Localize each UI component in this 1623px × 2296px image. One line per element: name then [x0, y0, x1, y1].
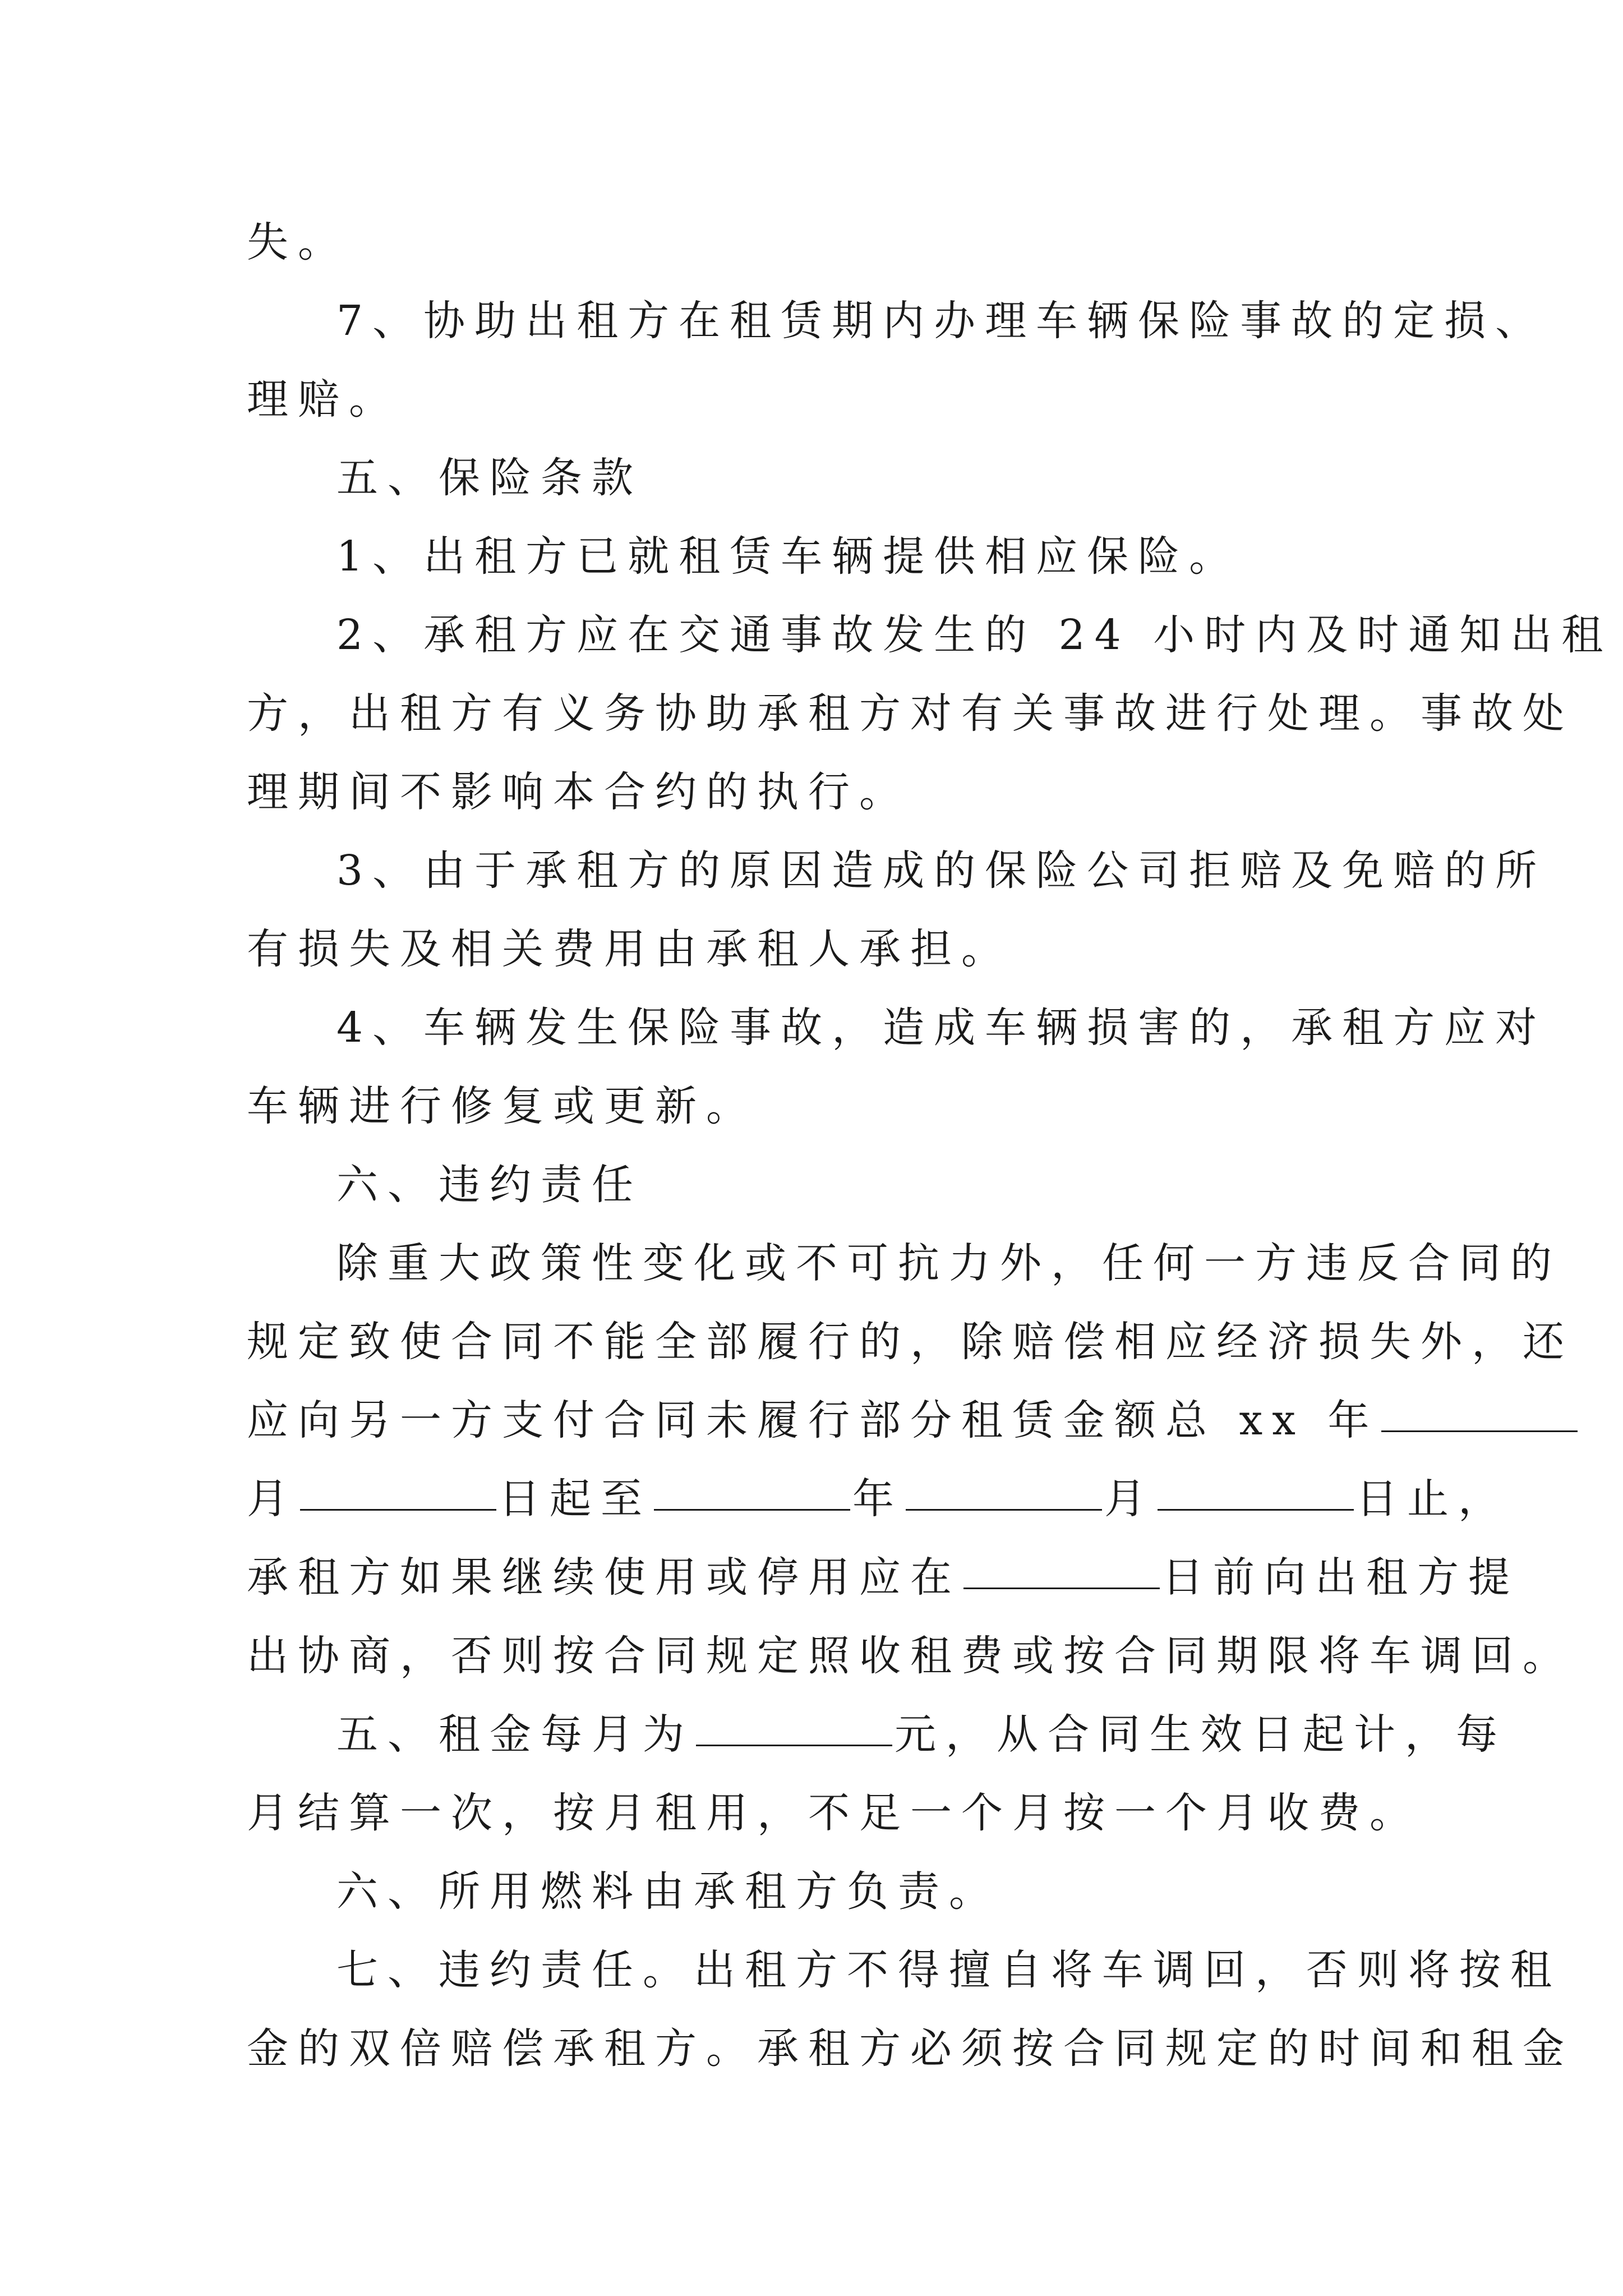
text-line: 金的双倍赔偿承租方。承租方必须按合同规定的时间和租金: [247, 2024, 1574, 2073]
text-line: 应向另一方支付合同未履行部分租赁金额总 xx 年: [247, 1400, 1580, 1441]
section-heading: 五、保险条款: [336, 454, 643, 502]
text-line: 4、车辆发生保险事故，造成车辆损害的，承租方应对: [336, 1004, 1547, 1052]
text-line: 承租方如果继续使用或停用应在 日前向出租方提: [247, 1553, 1519, 1602]
fill-in-blank[interactable]: [1381, 1430, 1578, 1432]
fill-in-blank[interactable]: [300, 1509, 496, 1511]
text-line: 月结算一次，按月租用，不足一个月按一个月收费。: [247, 1789, 1421, 1837]
text-line: 失。: [247, 218, 349, 266]
text-line: 方，出租方有义务协助承租方对有关事故进行处理。事故处: [247, 689, 1574, 738]
text-line: 除重大政策性变化或不可抗力外，任何一方违反合同的: [336, 1239, 1561, 1287]
text-line: 车辆进行修复或更新。: [247, 1082, 757, 1130]
text-line: 七、违约责任。出租方不得擅自将车调回，否则将按租: [336, 1946, 1561, 1994]
text-line: 3、由于承租方的原因造成的保险公司拒赔及免赔的所: [336, 846, 1547, 895]
text-line: 7、协助出租方在租赁期内办理车辆保险事故的定损、: [336, 297, 1547, 345]
fill-in-blank[interactable]: [654, 1509, 850, 1511]
text-line: 出协商，否则按合同规定照收租费或按合同期限将车调回。: [247, 1632, 1574, 1680]
text-line: 理期间不影响本合约的执行。: [247, 768, 910, 816]
text-line: 规定致使合同不能全部履行的，除赔偿相应经济损失外，还: [247, 1318, 1574, 1366]
text-line: 月 日起至 年 月 日止，: [247, 1475, 1509, 1523]
fill-in-blank[interactable]: [906, 1509, 1102, 1511]
section-heading: 六、违约责任: [336, 1161, 643, 1209]
fill-in-blank[interactable]: [1158, 1509, 1354, 1511]
text-line: 理赔。: [247, 375, 400, 424]
fill-in-blank[interactable]: [696, 1745, 892, 1746]
text-line: 五、租金每月为 元，从合同生效日起计，每: [336, 1710, 1507, 1759]
text-line: 六、所用燃料由承租方负责。: [336, 1867, 1000, 1916]
text-line: 1、出租方已就租赁车辆提供相应保险。: [336, 532, 1241, 581]
text-line: 有损失及相关费用由承租人承担。: [247, 925, 1012, 973]
text-line: 2、承租方应在交通事故发生的 24 小时内及时通知出租: [336, 611, 1613, 659]
fill-in-blank[interactable]: [963, 1588, 1160, 1589]
